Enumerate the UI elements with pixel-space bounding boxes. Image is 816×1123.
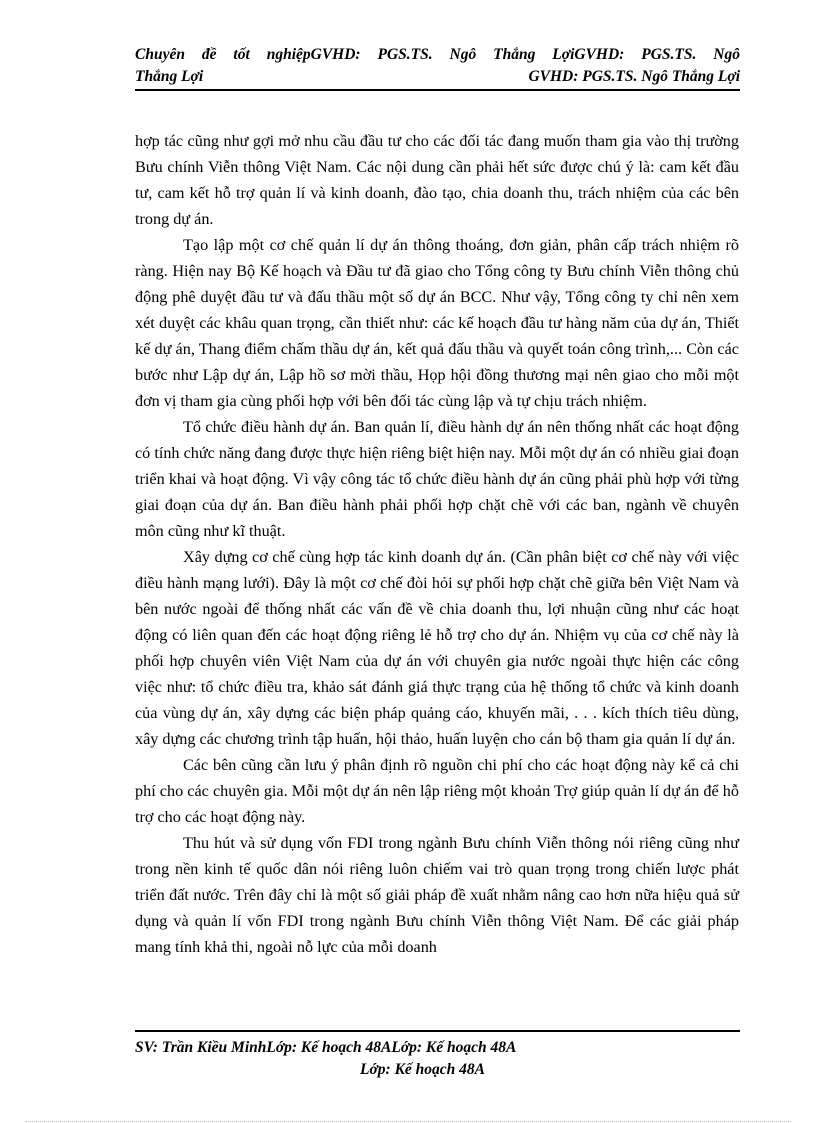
paragraph: Các bên cũng cần lưu ý phân định rõ nguồn chi phí cho các hoạt động này kể cả chi phí cho các chuyên gia. Mỗi một dự án nên lập riêng một khoản Trợ giúp quản lí dự án để hỗ trợ cho các hoạt động này.: [135, 756, 739, 826]
footer-line-1: SV: Trần Kiều MinhLớp: Kế hoạch 48ALớp: Kế hoạch 48A: [135, 1039, 517, 1056]
paragraph: Xây dựng cơ chế cùng hợp tác kinh doanh dự án. (Cần phân biệt cơ chế này với việc điều hành mạng lưới). Đây là một cơ chế đòi hỏi sự phối hợp chặt chẽ giữa bên Việt Nam và bên nước ngoài để thống nhất các vấn đề về chia doanh thu, lợi nhuận cũng như các hoạt động có liên quan đến các hoạt động riêng lẻ hỗ trợ cho dự án. Nhiệm vụ của cơ chế này là phối hợp chuyên viên Việt Nam của dự án với chuyên gia nước ngoài thực hiện các công việc như: tổ chức điều tra, khảo sát đánh giá thực trạng của hệ thống tổ chức và kinh doanh của vùng dự án, xây dựng các biện pháp quảng cáo, khuyến mãi, . . . kích thích tiêu dùng, xây dựng các chương trình tập huấn, hội thảo, huấn luyện cho cán bộ tham gia quản lí dự án.: [135, 548, 739, 748]
header-line-1: Chuyên đề tốt nghiệpGVHD: PGS.TS. Ngô Thắng LợiGVHD: PGS.TS. Ngô: [135, 46, 740, 63]
footer-rule: [135, 1030, 740, 1032]
paragraph: Tổ chức điều hành dự án. Ban quản lí, điều hành dự án nên thống nhất các hoạt động có tính chức năng đang được thực hiện riêng biệt hiện nay. Mỗi một dự án có nhiều giai đoạn triển khai và hoạt động. Vì vậy công tác tổ chức điều hành dự án cũng phải phù hợp với từng giai đoạn của dự án. Ban điều hành phải phối hợp chặt chẽ với các ban, ngành về chuyên môn cũng như kĩ thuật.: [135, 418, 739, 540]
paragraph: Thu hút và sử dụng vốn FDI trong ngành Bưu chính Viễn thông nói riêng cũng như trong nền kinh tế quốc dân nói riêng luôn chiếm vai trò quan trọng trong chiến lược phát triển đất nước. Trên đây chỉ là một số giải pháp đề xuất nhằm nâng cao hơn nữa hiệu quả sử dụng và quản lí vốn FDI trong ngành Bưu chính Viễn thông Việt Nam. Để các giải pháp mang tính khả thi, ngoài nỗ lực của mỗi doanh: [135, 834, 739, 956]
footer-line-2: Lớp: Kế hoạch 48A: [360, 1061, 485, 1078]
header-line-2: [135, 66, 740, 88]
document-body: [135, 128, 739, 960]
page-footer: [135, 1037, 740, 1081]
paragraph: Tạo lập một cơ chế quản lí dự án thông thoáng, đơn giản, phân cấp trách nhiệm rõ ràng. Hiện nay Bộ Kế hoạch và Đầu tư đã giao cho Tổng công ty Bưu chính Viễn thông chủ động phê duyệt đầu tư và đấu thầu một số dự án BCC. Như vậy, Tổng công ty chỉ nên xem xét duyệt các khâu quan trọng, cần thiết như: các kế hoạch đầu tư hàng năm của dự án, Thiết kế dự án, Thang điểm chấm thầu dự án, kết quả đấu thầu và quyết toán công trình,... Còn các bước như Lập dự án, Lập hồ sơ mời thầu, Họp hội đồng thương mại nên giao cho mỗi một đơn vị tham gia cùng phối hợp với bên đối tác cùng lập và tự chịu trách nhiệm.: [135, 236, 739, 410]
header-line-2-right: GVHD: PGS.TS. Ngô Thắng Lợi: [528, 68, 740, 85]
page-header: [135, 44, 740, 88]
paragraph: hợp tác cũng như gợi mở nhu cầu đầu tư cho các đối tác đang muốn tham gia vào thị trường Bưu chính Viễn thông Việt Nam. Các nội dung cần phải hết sức được chú ý là: cam kết đầu tư, cam kết hỗ trợ quản lí và kinh doanh, đào tạo, chia doanh thu, trách nhiệm của các bên trong dự án.: [135, 132, 739, 228]
header-rule: [135, 89, 740, 91]
header-line-2-left: Thắng Lợi: [135, 68, 204, 85]
page-edge: [25, 1121, 791, 1122]
